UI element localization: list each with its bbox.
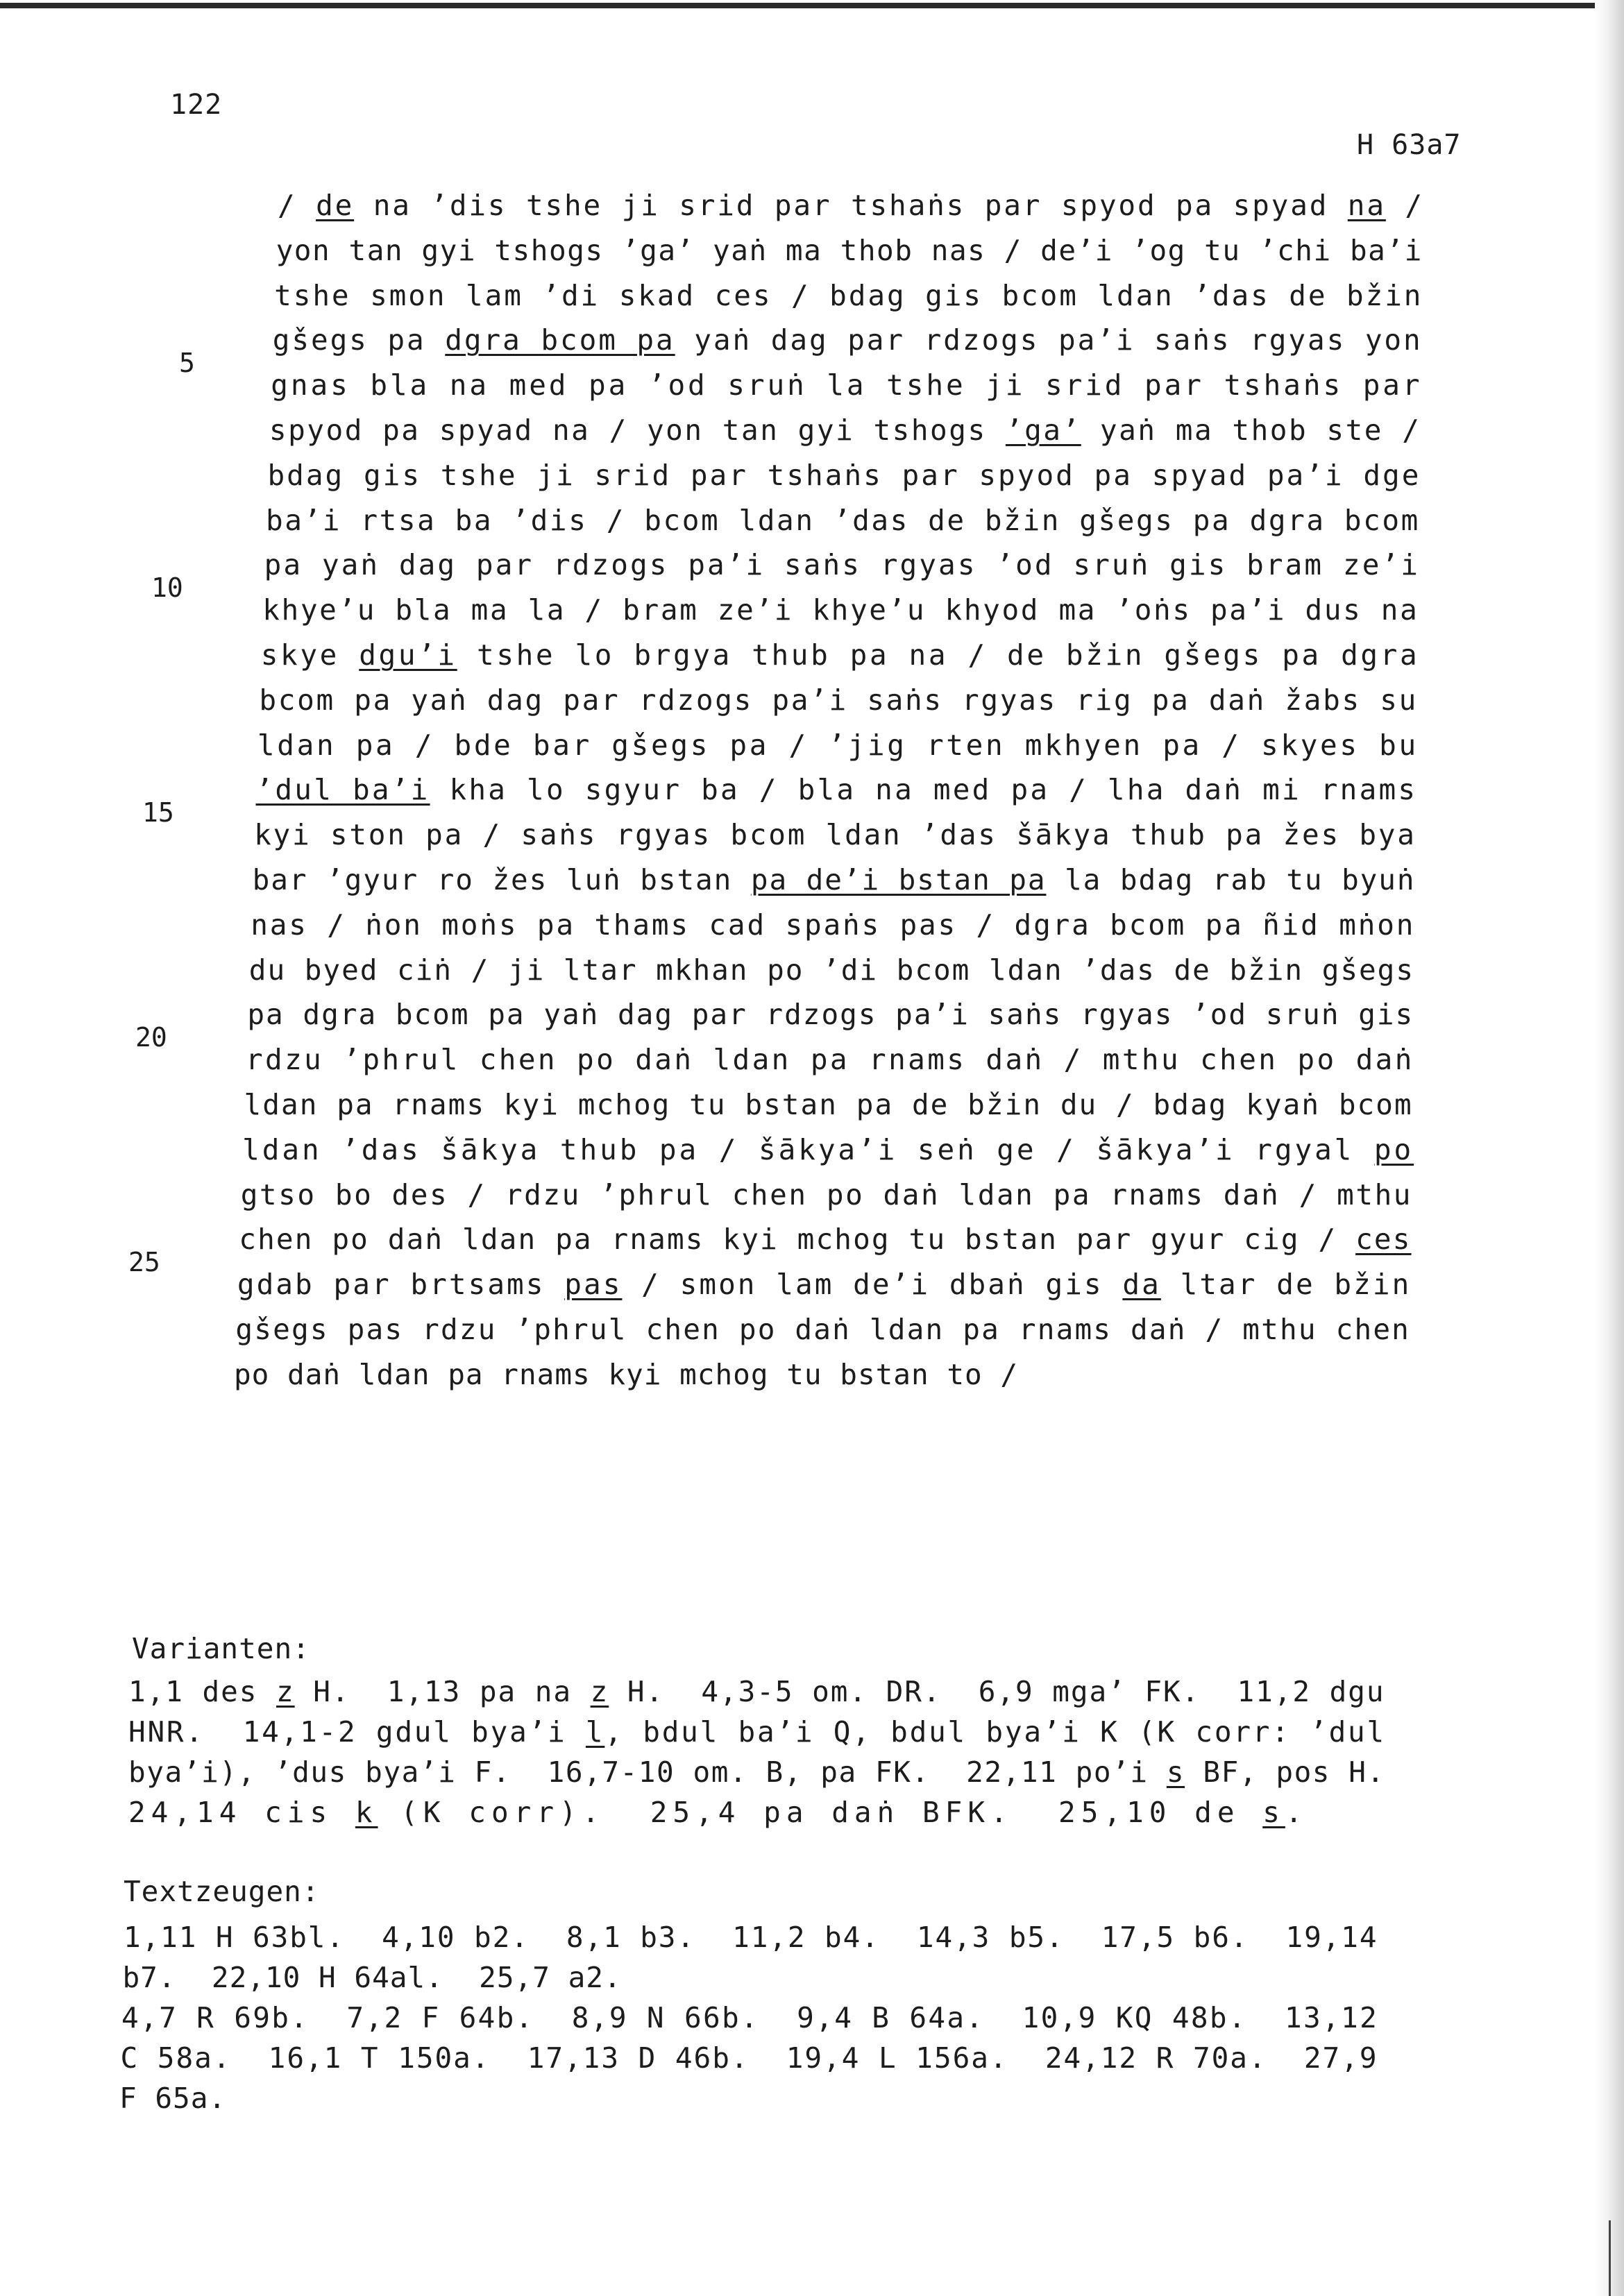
page-number: 122 [170,89,223,121]
text-segment: gtso bo des / rdzu ’phrul chen po daṅ ldan pa rnams daṅ / mthu [240,1177,1413,1211]
scan-right-edge-shadow [1595,0,1624,2296]
body-line [264,548,1420,582]
body-line [245,1043,1414,1077]
line-number: 5 [179,348,195,379]
text-segment: . [1285,1796,1308,1829]
text-segment: HNR. 14,1-2 gdul bya’i [128,1715,586,1749]
text-segment: ba’i rtsa ba ’dis / bcom ldan ’das de bžin gšegs pa dgra bcom [266,503,1420,537]
text-segment: bar ’gyur ro žes luṅ bstan [252,863,751,896]
varianten-line [128,1755,1385,1789]
text-segment: , bdul ba’i Q, bdul bya’i K (K corr: ’dul [604,1715,1386,1749]
text-segment: rdzu ’phrul chen po daṅ ldan pa rnams daṅ / mthu chen po daṅ [245,1043,1414,1077]
text-segment: na ’dis tshe ji srid par tshaṅs par spyod pa spyad [354,189,1348,222]
textzeugen-heading: Textzeugen: [124,1875,320,1908]
body-line [234,1357,1019,1391]
underlined-reading: da [1122,1268,1161,1302]
body-line [269,416,1421,445]
text-segment: po daṅ ldan pa rnams kyi mchog tu bstan to / [234,1357,1019,1391]
text-segment: b7. 22,10 H 64al. 25,7 a2. [122,1961,622,1994]
text-segment: skye [260,638,360,672]
text-segment: yon tan gyi tshogs ’ga’ yaṅ ma thob nas / de’i ’og tu ’chi ba’i [276,233,1423,267]
text-segment: gšegs pa [272,323,446,357]
underlined-reading: z [276,1675,295,1708]
varianten-line [128,1798,1308,1827]
underlined-reading: ’dul ba’i [255,773,430,807]
text-segment: gdab par brtsams [237,1268,565,1302]
body-line [240,1177,1413,1211]
underlined-reading: l [585,1715,605,1749]
underlined-reading: z [590,1675,609,1708]
text-segment: pa yaṅ dag par rdzogs pa’i saṅs rgyas ’od sruṅ gis bram ze’i [264,548,1420,582]
varianten-line [128,1715,1386,1749]
underlined-reading: na [1347,189,1386,222]
text-segment: la bdag rab tu byuṅ [1046,863,1416,896]
text-segment: gnas bla na med pa ’od sruṅ la tshe ji srid par tshaṅs par [271,368,1423,402]
body-line [260,638,1420,672]
text-segment: / [278,189,316,222]
line-number: 25 [128,1247,160,1278]
text-segment: bdag gis tshe ji srid par tshaṅs par spyod pa spyad pa’i dge [267,458,1421,492]
body-line [252,863,1416,896]
text-segment: yaṅ ma thob ste / [1081,414,1421,447]
text-segment: ldan ’das šākya thub pa / šākya’i seṅ ge / šākya’i rgyal [242,1132,1374,1166]
text-segment: 1,1 des [128,1675,276,1708]
body-line [254,818,1416,852]
text-segment: spyod pa spyad na / yon tan gyi tshogs [269,414,1006,447]
scan-right-edge-mark [1609,2220,1611,2296]
underlined-reading: pa de’i bstan pa [750,863,1047,896]
text-segment: 1,11 H 63bl. 4,10 b2. 8,1 b3. 11,2 b4. 14,3 b5. 17,5 b6. 19,14 [124,1921,1378,1954]
textzeugen-line [122,1961,622,1994]
textzeugen-line [121,2001,1379,2034]
text-segment: tshe lo brgya thub pa na / de bžin gšegs pa dgra [457,638,1420,672]
text-segment: 24,14 cis [128,1796,355,1829]
text-segment: (K corr). 25,4 pa daṅ BFK. 25,10 de [378,1796,1263,1829]
text-segment: du byed ciṅ / ji ltar mkhan po ’di bcom ldan ’das de bžin gšegs [248,953,1414,987]
body-line [239,1223,1412,1257]
textzeugen-line [120,2041,1378,2075]
varianten-line [128,1675,1385,1708]
line-number: 10 [151,572,183,604]
text-segment: bya’i), ’dus bya’i F. 16,7-10 om. B, pa FK. 22,11 po’i [128,1755,1167,1789]
underlined-reading: dgra bcom pa [445,323,675,357]
folio-reference: H 63a7 [1357,129,1462,161]
body-line [235,1313,1411,1346]
underlined-reading: s [1166,1755,1185,1789]
textzeugen-line [119,2084,226,2113]
text-segment: yaṅ dag par rdzogs pa’i saṅs rgyas yon [675,323,1423,357]
body-line [237,1268,1412,1302]
body-line [242,1132,1414,1166]
body-line [247,998,1414,1032]
body-line [267,458,1421,492]
underlined-reading: dgu’i [359,638,457,672]
textzeugen-line [124,1923,1378,1952]
underlined-reading: ces [1355,1223,1412,1257]
text-segment: 4,7 R 69b. 7,2 F 64b. 8,9 N 66b. 9,4 B 64a. 10,9 KQ 48b. 13,12 [121,2001,1379,2034]
text-segment: gšegs pas rdzu ’phrul chen po daṅ ldan pa rnams daṅ / mthu chen [235,1313,1411,1346]
text-segment: pa dgra bcom pa yaṅ dag par rdzogs pa’i saṅs rgyas ’od sruṅ gis [247,998,1414,1032]
line-number: 20 [135,1022,167,1053]
underlined-reading: ’ga’ [1005,414,1081,447]
text-segment: kyi ston pa / saṅs rgyas bcom ldan ’das šākya thub pa žes bya [254,818,1416,852]
text-segment: H. 4,3-5 om. DR. 6,9 mga’ FK. 11,2 dgu [609,1675,1385,1708]
text-segment: H. 1,13 pa na [294,1675,591,1708]
text-segment: chen po daṅ ldan pa rnams kyi mchog tu bstan par gyur cig / [239,1223,1356,1257]
body-line [278,189,1424,222]
text-segment: ldan pa / bde bar gšegs pa / ’jig rten mkhyen pa / skyes bu [257,728,1419,762]
text-segment: khye’u bla ma la / bram ze’i khye’u khyod ma ’oṅs pa’i dus na [262,593,1419,627]
underlined-reading: s [1262,1796,1285,1829]
text-segment: bcom pa yaṅ dag par rdzogs pa’i saṅs rgyas rig pa daṅ žabs su [259,683,1418,717]
text-segment: F 65a. [119,2082,227,2115]
body-line [262,593,1419,627]
body-line [266,503,1420,537]
underlined-reading: de [316,189,355,222]
body-line [276,233,1423,267]
body-line [259,683,1418,717]
underlined-reading: po [1373,1132,1414,1166]
body-line [257,728,1419,762]
body-line [271,368,1423,402]
text-segment: BF, pos H. [1185,1755,1385,1789]
body-line [272,323,1423,357]
text-segment: ldan pa rnams kyi mchog tu bstan pa de bžin du / bdag kyaṅ bcom [244,1088,1413,1121]
text-segment: C 58a. 16,1 T 150a. 17,13 D 46b. 19,4 L 156a. 24,12 R 70a. 27,9 [120,2041,1378,2075]
text-segment: kha lo sgyur ba / bla na med pa / lha daṅ mi rnams [430,773,1418,807]
body-line [251,908,1416,942]
text-segment: tshe smon lam ’di skad ces / bdag gis bcom ldan ’das de bžin [274,278,1423,312]
text-segment: / [1385,189,1424,222]
underlined-reading: k [355,1796,378,1829]
body-line [274,278,1423,312]
varianten-heading: Varianten: [132,1632,310,1665]
text-segment: nas / ṅon moṅs pa thams cad spaṅs pas / dgra bcom pa ñid mṅon [251,908,1416,942]
body-line [248,953,1414,987]
scan-top-edge-line [0,3,1624,8]
text-segment: / smon lam de’i dbaṅ gis [622,1268,1123,1302]
line-number: 15 [142,797,174,828]
body-line [255,773,1418,807]
body-line [244,1088,1413,1121]
underlined-reading: pas [564,1268,623,1302]
text-segment: ltar de bžin [1160,1268,1412,1302]
